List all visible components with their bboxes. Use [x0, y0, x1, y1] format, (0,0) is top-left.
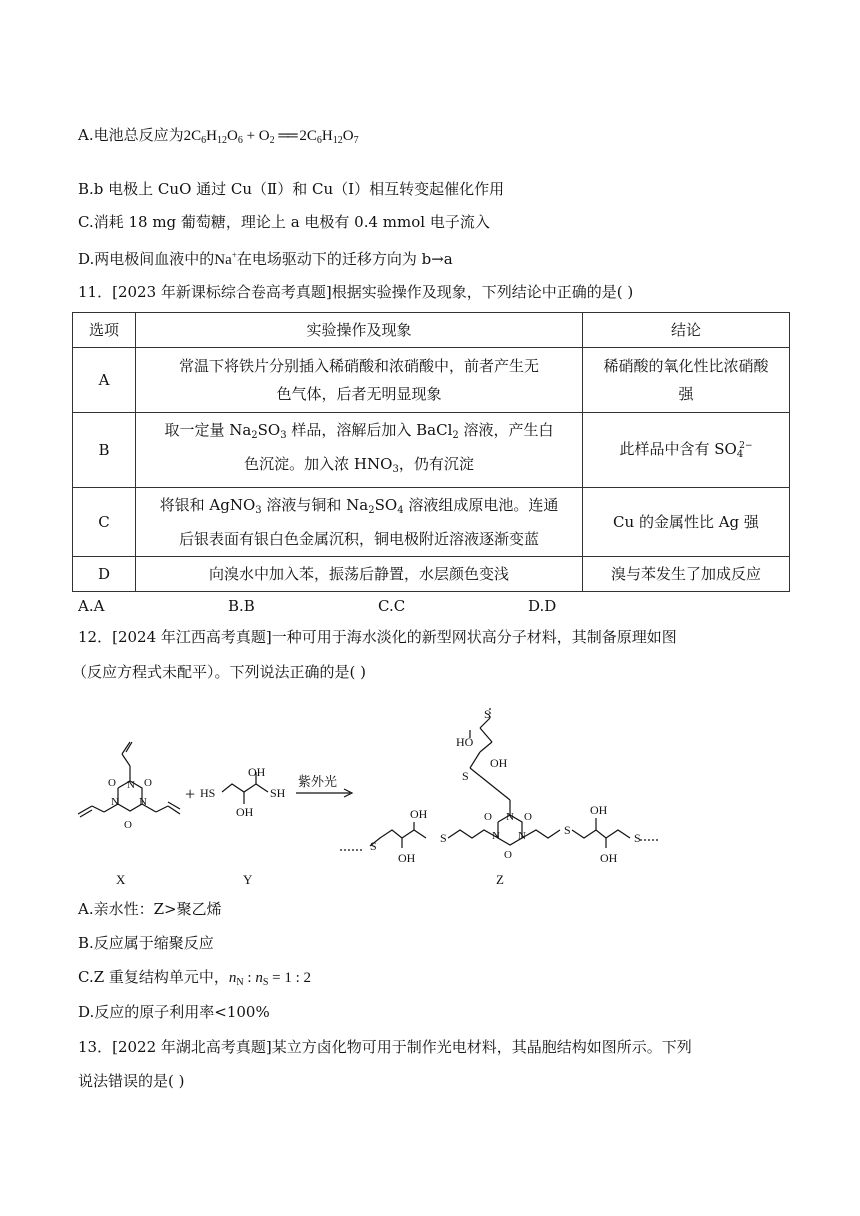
svg-text:OH: OH [398, 851, 416, 865]
svg-text:S: S [484, 707, 491, 721]
q11-stem: 11．[2023 年新课标综合卷高考真题]根据实验操作及现象，下列结论中正确的是( ) [78, 283, 634, 301]
svg-text:HO: HO [456, 735, 474, 749]
row-a-option: A [73, 348, 136, 413]
row-d-operation: 向溴水中加入苯，振荡后静置，水层颜色变浅 [136, 557, 583, 592]
svg-text:S: S [634, 831, 641, 845]
label-z: Z [496, 872, 504, 887]
svg-text:S: S [462, 769, 469, 783]
table-row [73, 488, 790, 557]
q11-option-d: D.D [528, 597, 557, 615]
label-x: X [116, 872, 126, 887]
svg-text:SH: SH [270, 786, 286, 800]
svg-text:N: N [139, 796, 147, 808]
header-operation: 实验操作及现象 [136, 313, 583, 348]
svg-text:O: O [108, 777, 116, 789]
q10-option-d [78, 244, 453, 271]
q10-d-suffix: 在电场驱动下的迁移方向为 b→a [236, 250, 453, 268]
table-row [73, 557, 790, 592]
svg-text:O: O [484, 811, 492, 823]
svg-text:N: N [111, 796, 119, 808]
svg-text:O: O [144, 777, 152, 789]
svg-text:OH: OH [410, 807, 428, 821]
label-y: Y [243, 872, 253, 887]
row-a-operation: 常温下将铁片分别插入稀硝酸和浓硝酸中，前者产生无 色气体，后者无明显现象 [136, 348, 583, 413]
row-c-conclusion: Cu 的金属性比 Ag 强 [583, 488, 790, 557]
row-d-conclusion: 溴与苯发生了加成反应 [583, 557, 790, 592]
svg-text:OH: OH [248, 765, 266, 779]
q10-equation: $2C_6H_{12}O_6 + O_2$ ══ $2C_6H_{12}O_7$ [183, 128, 359, 146]
q11-option-b: B.B [228, 597, 255, 615]
svg-text:N: N [518, 830, 526, 842]
svg-text:OH: OH [590, 803, 608, 817]
row-d-option: D [73, 557, 136, 592]
svg-text:N: N [506, 811, 514, 823]
q13-stem-line1: 13．[2022 年湖北高考真题]某立方卤化物可用于制作光电材料，其晶胞结构如图所示。下列 [78, 1038, 692, 1056]
q12-option-b: B.反应属于缩聚反应 [78, 934, 214, 952]
q11-option-a: A.A [78, 597, 105, 615]
row-b-option: B [73, 413, 136, 488]
svg-text:O: O [124, 819, 132, 831]
q10-option-a-text: A.电池总反应为 [78, 126, 184, 144]
q12-c-prefix: C.Z 重复结构单元中， [78, 968, 229, 986]
svg-text:OH: OH [600, 851, 618, 865]
svg-text:S: S [440, 831, 447, 845]
svg-text:HS: HS [200, 786, 216, 800]
row-b-conclusion: 此样品中含有 $SO_4^{2-}$ [583, 413, 790, 488]
q12-option-c [78, 966, 311, 994]
svg-text:S: S [564, 823, 571, 837]
q12-option-d: D.反应的原子利用率<100% [78, 1003, 270, 1021]
table-row [73, 348, 790, 413]
svg-text:OH: OH [490, 756, 508, 770]
svg-text:O: O [504, 849, 512, 861]
arrow-label: 紫外光 [298, 774, 338, 789]
row-b-operation: 取一定量 $Na_2SO_3$ 样品，溶解后加入 BaCl$_2$ 溶液，产生白 色沉淀。加入浓 $HNO_3$，仍有沉淀 [136, 413, 583, 488]
row-c-operation: 将银和 AgNO$_3$ 溶液与铜和 $Na_2SO_4$ 溶液组成原电池。连通 后银表面有银白色金属沉积，铜电极附近溶液逐渐变蓝 [136, 488, 583, 557]
q12-c-ratio: $n_N$ : $n_S = 1$ : 2 [228, 970, 312, 988]
q12-stem-line1: 12．[2024 年江西高考真题]一种可用于海水淡化的新型网状高分子材料，其制备原理如图 [78, 628, 677, 646]
q10-option-c: C.消耗 18 mg 葡萄糖，理论上 a 电极有 0.4 mmol 电子流入 [78, 213, 490, 231]
q12-stem-line2: （反应方程式未配平）。下列说法正确的是( ) [72, 663, 366, 681]
row-a-conclusion: 稀硝酸的氧化性比浓硝酸 强 [583, 348, 790, 413]
reaction-scheme [0, 688, 860, 888]
q10-option-b: B.b 电极上 CuO 通过 Cu（Ⅱ）和 Cu（Ⅰ）相互转变起催化作用 [78, 180, 505, 198]
header-conclusion: 结论 [583, 313, 790, 348]
header-option: 选项 [73, 313, 136, 348]
q10-d-ion: Na+ [214, 250, 237, 268]
table-row [73, 413, 790, 488]
q11-option-c: C.C [378, 597, 406, 615]
q10-option-a [78, 124, 359, 152]
svg-text:O: O [524, 811, 532, 823]
svg-text:S: S [370, 839, 377, 853]
q13-stem-line2: 说法错误的是( ) [78, 1072, 185, 1090]
row-c-option: C [73, 488, 136, 557]
q12-option-a: A.亲水性：Z>聚乙烯 [78, 900, 222, 918]
svg-text:N: N [127, 779, 135, 791]
svg-text:N: N [492, 830, 500, 842]
q11-table [72, 312, 790, 592]
svg-text:+: + [185, 784, 196, 804]
svg-text:OH: OH [236, 805, 254, 819]
q10-d-prefix: D.两电极间血液中的 [78, 250, 215, 268]
table-header-row [73, 313, 790, 348]
